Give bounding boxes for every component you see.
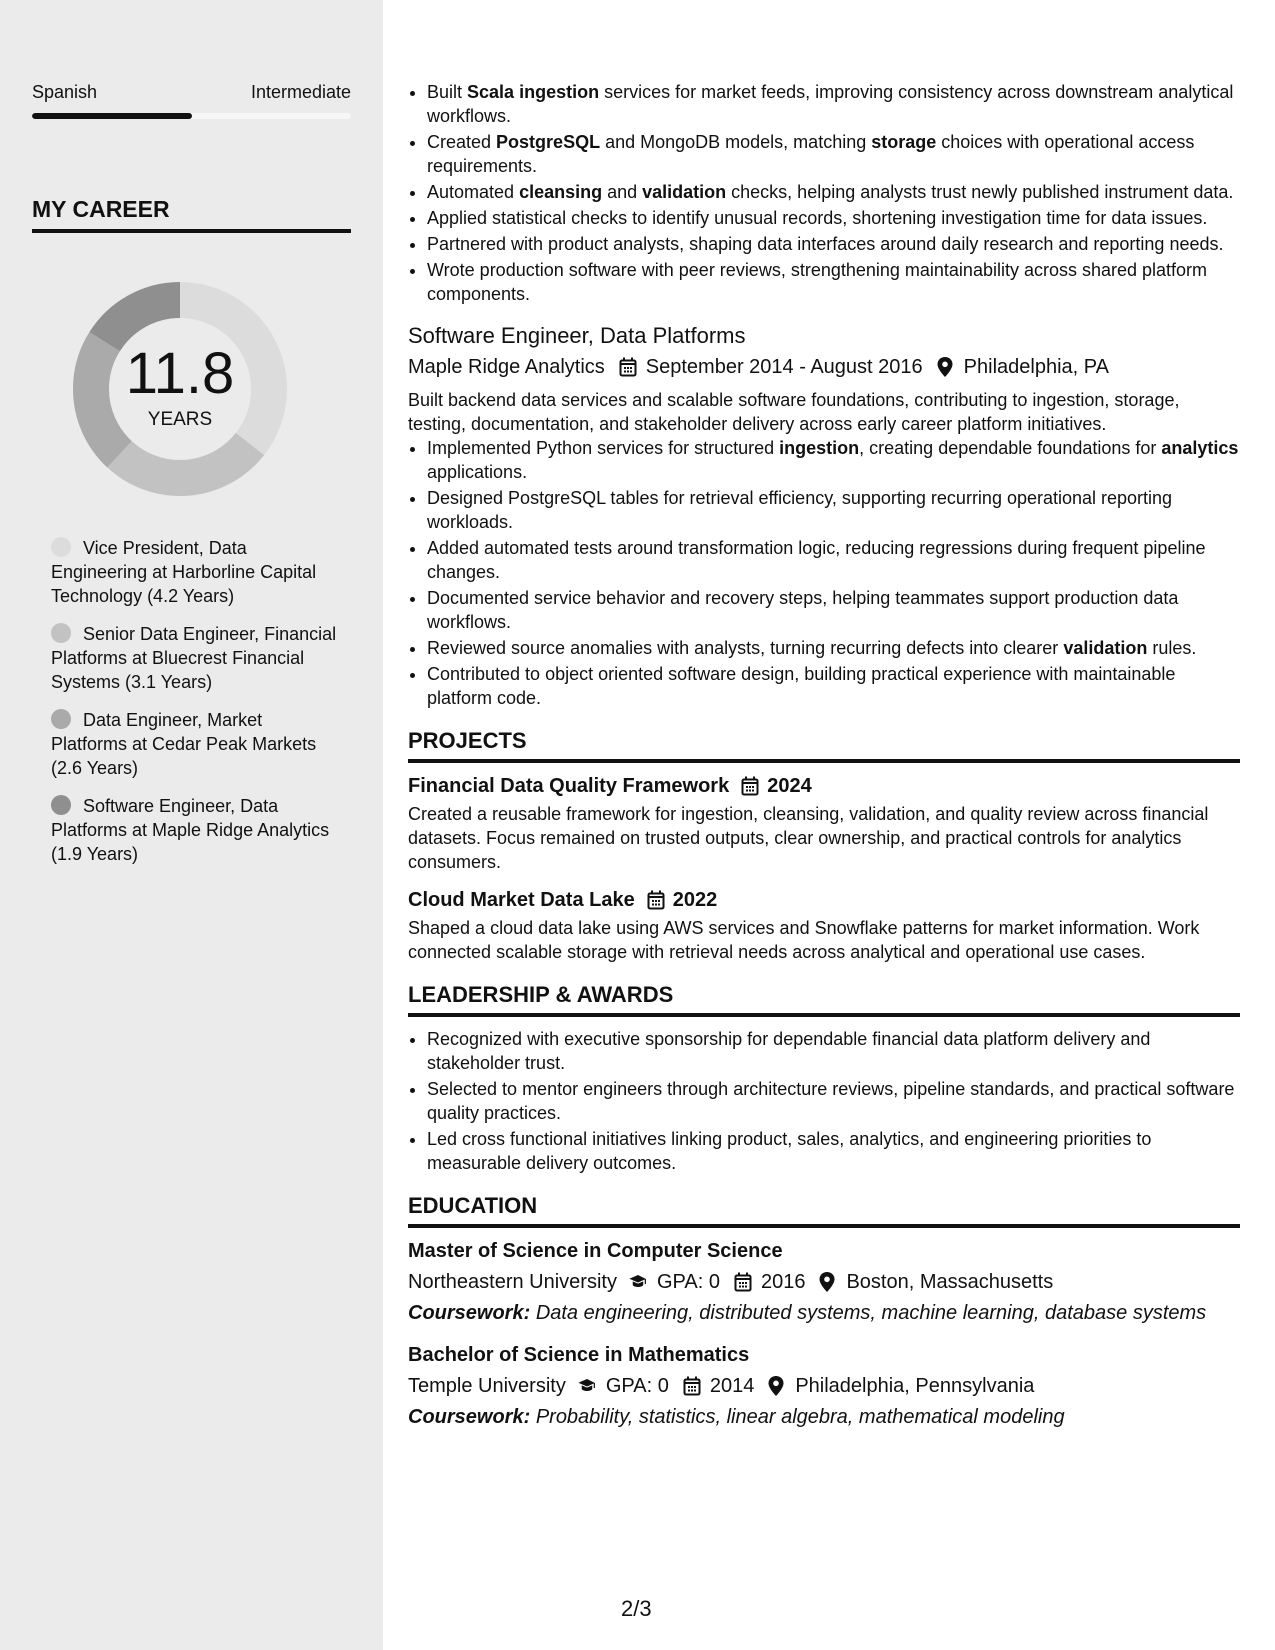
- calendar-icon: [741, 776, 759, 796]
- career-total-years: 11.8: [125, 341, 235, 406]
- leadership-bullet: • Recognized with executive sponsorship for dependable financial data platform delivery and stakeholder trust.: [427, 1027, 1240, 1075]
- legend-label: Data Engineer, Market Platforms at Cedar Peak Markets (2.6 Years): [51, 710, 317, 778]
- bullet-keyword: validation: [642, 182, 727, 202]
- job-bullet: [427, 536, 1240, 584]
- career-heading: MY CAREER: [32, 196, 351, 233]
- map-pin-icon: [768, 1376, 786, 1396]
- bullet-text: Wrote production software with peer reviews, strengthening maintainability across shared platform components.: [427, 260, 1208, 304]
- gpa: GPA: 0: [656, 1271, 720, 1293]
- bullet-text: Applied statistical checks to identify unusual records, shortening investigation time for data issues.: [427, 208, 1208, 228]
- graduation-year: 2014: [709, 1375, 755, 1397]
- job-bullet: [427, 636, 1240, 660]
- career-legend-item: [51, 536, 341, 608]
- project-title: Financial Data Quality Framework: [408, 775, 730, 797]
- degree-title: Bachelor of Science in Mathematics: [408, 1344, 750, 1366]
- calendar-icon: [734, 1272, 752, 1292]
- legend-label: Vice President, Data Engineering at Harborline Capital Technology (4.2 Years): [51, 538, 317, 606]
- projects-list: [408, 772, 1240, 964]
- bullet-keyword: PostgreSQL: [496, 132, 601, 152]
- bullet-keyword: storage: [871, 132, 937, 152]
- previous-job-bullet: [427, 180, 1240, 204]
- career-legend-item: [51, 622, 341, 694]
- bullet-text: Automated: [427, 182, 520, 202]
- bullet-text: choices with operational access requirements.: [427, 132, 1195, 176]
- career-years-unit: YEARS: [147, 409, 213, 430]
- job-company: Maple Ridge Analytics: [408, 356, 605, 378]
- career-legend-item: [51, 794, 341, 866]
- graduation-cap-icon: [629, 1272, 647, 1292]
- coursework: [408, 1403, 1240, 1431]
- language-proficiency-bar: [32, 113, 351, 119]
- project-header: [408, 886, 1240, 914]
- gpa: GPA: 0: [605, 1375, 669, 1397]
- school-location: Philadelphia, Pennsylvania: [795, 1375, 1035, 1397]
- school-location: Boston, Massachusetts: [846, 1271, 1054, 1293]
- legend-dot-icon: [51, 537, 71, 557]
- sidebar: [0, 0, 383, 1650]
- school-name: Northeastern University: [408, 1271, 617, 1293]
- previous-job-bullet: [427, 232, 1240, 256]
- school-name: Temple University: [408, 1375, 566, 1397]
- bullet-text: Reviewed source anomalies with analysts, turning recurring defects into clearer: [427, 638, 1064, 658]
- bullet-keyword: validation: [1063, 638, 1148, 658]
- language-level: Intermediate: [250, 82, 351, 102]
- degree-title: Master of Science in Computer Science: [408, 1240, 783, 1262]
- previous-job-bullet: [427, 80, 1240, 128]
- bullet-text: and: [602, 182, 643, 202]
- project-title: Cloud Market Data Lake: [408, 889, 635, 911]
- previous-job-bullet: [427, 130, 1240, 178]
- legend-dot-icon: [51, 623, 71, 643]
- map-pin-icon: [819, 1272, 837, 1292]
- career-legend: [51, 536, 341, 880]
- job-dates: September 2014 - August 2016: [645, 356, 923, 378]
- main-content: [408, 80, 1240, 1431]
- bullet-text: Created: [427, 132, 497, 152]
- bullet-text: Partnered with product analysts, shaping data interfaces around daily research and reporting needs.: [427, 234, 1224, 254]
- coursework-text: Data engineering, distributed systems, machine learning, database systems: [535, 1302, 1207, 1324]
- job-summary: Built backend data services and scalable software foundations, contributing to ingestion, storage, testing, documentation, and stakeholder delivery across early career platform initiatives.: [408, 390, 1180, 434]
- coursework: [408, 1299, 1240, 1327]
- job-bullet: [427, 436, 1240, 484]
- bullet-text: Built: [427, 82, 468, 102]
- project-description: Shaped a cloud data lake using AWS services and Snowflake patterns for market information. Work connected scalable storage with retrieval needs across analytical and operational use cases.: [408, 918, 1200, 962]
- calendar-icon: [683, 1376, 701, 1396]
- bullet-text: rules.: [1147, 638, 1197, 658]
- job-bullets: [408, 436, 1240, 710]
- legend-label: Senior Data Engineer, Financial Platforms at Bluecrest Financial Systems (3.1 Years): [51, 624, 337, 692]
- bullet-text: and MongoDB models, matching: [600, 132, 872, 152]
- project-description: Created a reusable framework for ingestion, cleansing, validation, and quality review across financial datasets. Focus remained on trusted outputs, clear ownership, and practical controls for analytics consumers.: [408, 804, 1209, 872]
- career-legend-item: [51, 708, 341, 780]
- job-location: Philadelphia, PA: [963, 356, 1109, 378]
- bullet-keyword: analytics: [1161, 438, 1239, 458]
- education-heading: EDUCATION: [408, 1192, 1240, 1228]
- previous-job-bullets: [408, 80, 1240, 306]
- leadership-heading: LEADERSHIP & AWARDS: [408, 981, 1240, 1017]
- coursework-label: Coursework:: [408, 1406, 536, 1428]
- leadership-bullet: • Led cross functional initiatives linking product, sales, analytics, and engineering priorities to measurable delivery outcomes.: [427, 1127, 1240, 1175]
- bullet-keyword: ingestion: [779, 438, 860, 458]
- language-proficiency-fill: [32, 113, 192, 119]
- graduation-cap-icon: [578, 1376, 596, 1396]
- bullet-text: Implemented Python services for structured: [427, 438, 780, 458]
- job-title: Software Engineer, Data Platforms: [408, 323, 746, 348]
- bullet-text: , creating dependable foundations for: [859, 438, 1162, 458]
- bullet-text: checks, helping analysts trust newly published instrument data.: [726, 182, 1234, 202]
- legend-label: Software Engineer, Data Platforms at Maple Ridge Analytics (1.9 Years): [51, 796, 330, 864]
- project-year: 2022: [672, 889, 718, 911]
- page-number: 2/3: [621, 1596, 652, 1621]
- bullet-text: Designed PostgreSQL tables for retrieval efficiency, supporting recurring operational reporting workloads.: [427, 488, 1173, 532]
- education-list: [408, 1237, 1240, 1431]
- legend-dot-icon: [51, 709, 71, 729]
- calendar-icon: [619, 357, 637, 377]
- education-meta: [408, 1268, 1240, 1296]
- calendar-icon: [647, 890, 665, 910]
- education-meta: [408, 1372, 1240, 1400]
- career-donut-chart: [65, 274, 295, 504]
- project-header: [408, 772, 1240, 800]
- language-name: Spanish: [32, 82, 98, 102]
- leadership-bullet: • Selected to mentor engineers through architecture reviews, pipeline standards, and practical software quality practices.: [427, 1077, 1240, 1125]
- graduation-year: 2016: [760, 1271, 806, 1293]
- legend-dot-icon: [51, 795, 71, 815]
- job-bullet: [427, 586, 1240, 634]
- bullet-keyword: Scala ingestion: [467, 82, 600, 102]
- coursework-label: Coursework:: [408, 1302, 536, 1324]
- bullet-text: Added automated tests around transformation logic, reducing regressions during frequent pipeline changes.: [427, 538, 1206, 582]
- previous-job-bullet: [427, 258, 1240, 306]
- bullet-text: services for market feeds, improving consistency across downstream analytical workflows.: [427, 82, 1234, 126]
- bullet-text: applications.: [427, 462, 528, 482]
- project-year: 2024: [767, 775, 812, 797]
- job-bullet: [427, 486, 1240, 534]
- bullet-text: Contributed to object oriented software design, building practical experience with maintainable platform code.: [427, 664, 1176, 708]
- bullet-text: Documented service behavior and recovery steps, helping teammates support production data workflows.: [427, 588, 1179, 632]
- bullet-keyword: cleansing: [519, 182, 603, 202]
- coursework-text: Probability, statistics, linear algebra, mathematical modeling: [535, 1406, 1065, 1428]
- leadership-list: [408, 1027, 1240, 1175]
- job-bullet: [427, 662, 1240, 710]
- previous-job-bullet: [427, 206, 1240, 230]
- projects-heading: PROJECTS: [408, 727, 1240, 763]
- job-meta: [408, 353, 1240, 381]
- language-row: [32, 82, 351, 103]
- map-pin-icon: [937, 357, 955, 377]
